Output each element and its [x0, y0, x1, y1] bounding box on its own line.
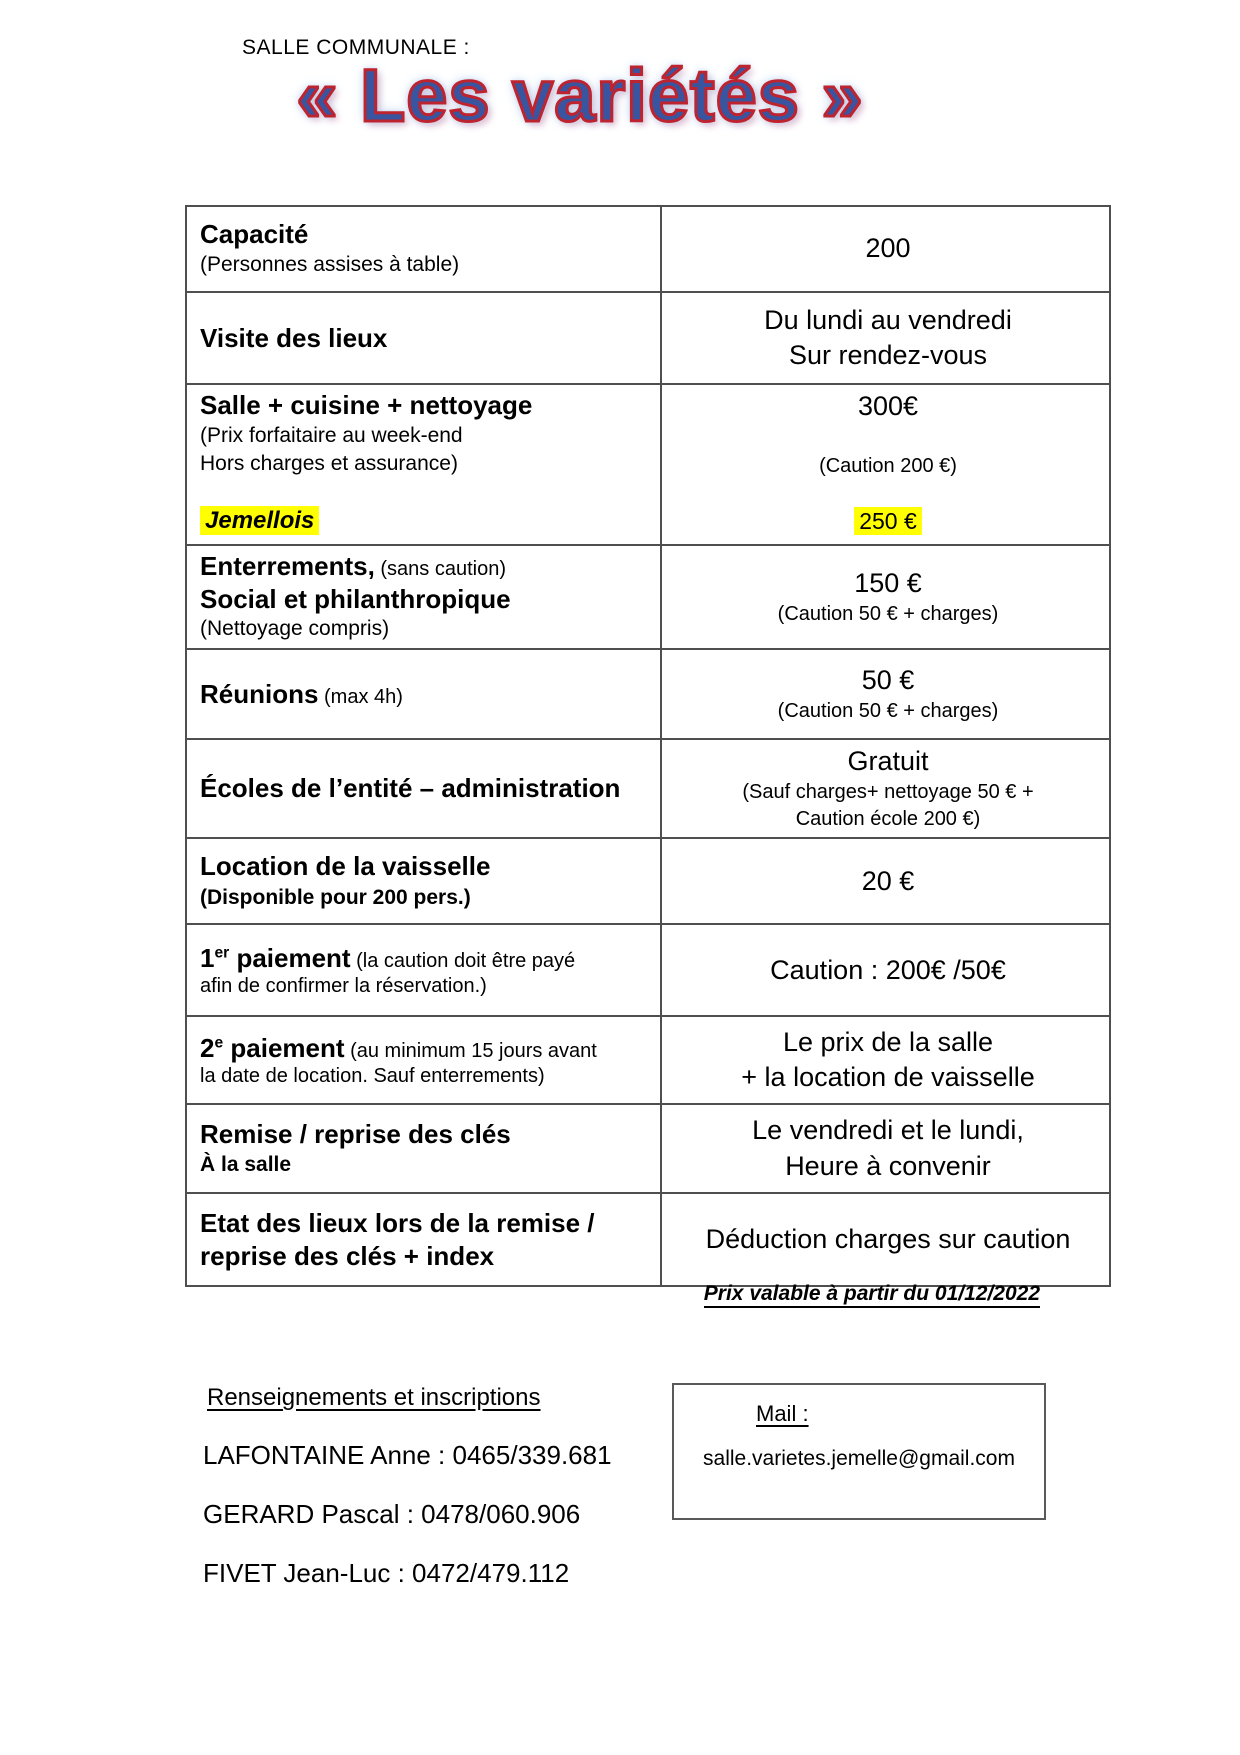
- row-subtitle: (Nettoyage compris): [200, 617, 390, 640]
- mail-label: Mail :: [756, 1401, 809, 1426]
- row-value: Sur rendez-vous: [788, 340, 988, 370]
- row-price: Gratuit: [847, 745, 929, 776]
- row-value: Du lundi au vendredi: [764, 304, 1012, 335]
- mail-address: salle.varietes.jemelle@gmail.com: [703, 1447, 1015, 1470]
- row-title-sup: er: [214, 944, 230, 962]
- row-value: Le vendredi et le lundi,: [752, 1115, 1024, 1146]
- contact-line: LAFONTAINE Anne : 0465/339.681: [203, 1440, 612, 1470]
- mail-box: [672, 1383, 1046, 1520]
- row-value: + la location de vaisselle: [741, 1062, 1035, 1093]
- row-value: Heure à convenir: [785, 1150, 991, 1181]
- row-subtitle: (Personnes assises à table): [200, 252, 460, 276]
- table-row-etat-des-lieux: [186, 1193, 1110, 1286]
- contacts-heading: Renseignements et inscriptions: [207, 1384, 541, 1411]
- row-value: Déduction charges sur caution: [705, 1224, 1071, 1255]
- row-value: 200: [865, 233, 911, 264]
- row-price: 300€: [857, 391, 919, 421]
- table-row-vaisselle: [186, 838, 1110, 924]
- row-title: Visite des lieux: [200, 322, 388, 353]
- row-caution: (Sauf charges+ nettoyage 50 € +: [742, 781, 1034, 804]
- pricing-table: [185, 205, 1111, 1287]
- table-row-paiement-1: [186, 924, 1110, 1016]
- row-title-2: Social et philanthropique: [200, 583, 511, 614]
- table-row-reunions: [186, 649, 1110, 739]
- page-title: « Les variétés »: [296, 54, 864, 137]
- row-title: Réunions: [200, 678, 319, 709]
- row-price: 20 €: [861, 865, 915, 896]
- row-title-note: (la caution doit être payé: [350, 950, 576, 973]
- row-subtitle: (Disponible pour 200 pers.): [200, 885, 471, 909]
- row-title-word: paiement: [223, 1033, 345, 1064]
- row-title-word: paiement: [229, 943, 351, 974]
- row-title: 2: [200, 1033, 215, 1064]
- contact-line: FIVET Jean-Luc : 0472/479.112: [203, 1558, 570, 1588]
- row-title: Salle + cuisine + nettoyage: [200, 390, 533, 420]
- row-title: Etat des lieux lors de la remise /: [200, 1208, 595, 1239]
- row-title-2: reprise des clés + index: [200, 1240, 495, 1271]
- row-value: Caution : 200€ /50€: [770, 954, 1006, 985]
- row-caution: (Caution 50 € + charges): [777, 603, 999, 626]
- row-title-2: À la salle: [200, 1153, 292, 1177]
- table-row-capacite: [186, 206, 1110, 292]
- table-row-remise-cles: [186, 1104, 1110, 1193]
- row-title: 1: [200, 943, 215, 974]
- row-title-note: (sans caution): [374, 558, 507, 580]
- row-price: 50 €: [861, 664, 915, 695]
- contact-line: GERARD Pascal : 0478/060.906: [203, 1499, 581, 1529]
- row-subtitle: Hors charges et assurance): [200, 452, 458, 476]
- highlighted-price-jemellois: 250 €: [854, 507, 922, 535]
- highlighted-label-jemellois: Jemellois: [200, 506, 319, 535]
- row-title-note: (au minimum 15 jours avant: [344, 1040, 597, 1063]
- row-title: Location de la vaisselle: [200, 851, 491, 882]
- table-row-enterrements: [186, 545, 1110, 649]
- row-title-note: la date de location. Sauf enterrements): [200, 1064, 545, 1087]
- row-price: 150 €: [854, 567, 922, 598]
- table-row-paiement-2: [186, 1016, 1110, 1104]
- row-value: Le prix de la salle: [782, 1026, 994, 1057]
- row-caution: (Caution 50 € + charges): [777, 700, 999, 723]
- row-caution: Caution école 200 €): [795, 808, 981, 831]
- table-row-visite: [186, 292, 1110, 384]
- price-validity-note: Prix valable à partir du 01/12/2022: [640, 1282, 1040, 1306]
- row-title-note: (max 4h): [318, 685, 403, 708]
- row-title: Remise / reprise des clés: [200, 1118, 511, 1149]
- table-row-salle: [186, 384, 1110, 545]
- row-title: Enterrements,: [200, 551, 375, 581]
- row-title: Capacité: [200, 219, 309, 250]
- row-caution: (Caution 200 €): [819, 454, 957, 477]
- row-title-note: afin de confirmer la réservation.): [200, 974, 487, 997]
- document-kicker: SALLE COMMUNALE :: [242, 36, 470, 59]
- row-subtitle: (Prix forfaitaire au week-end: [200, 423, 463, 447]
- row-title-sup: e: [214, 1034, 224, 1052]
- table-row-ecoles: [186, 739, 1110, 838]
- row-title: Écoles de l’entité – administration: [200, 773, 621, 804]
- contacts-section: [203, 1384, 612, 1589]
